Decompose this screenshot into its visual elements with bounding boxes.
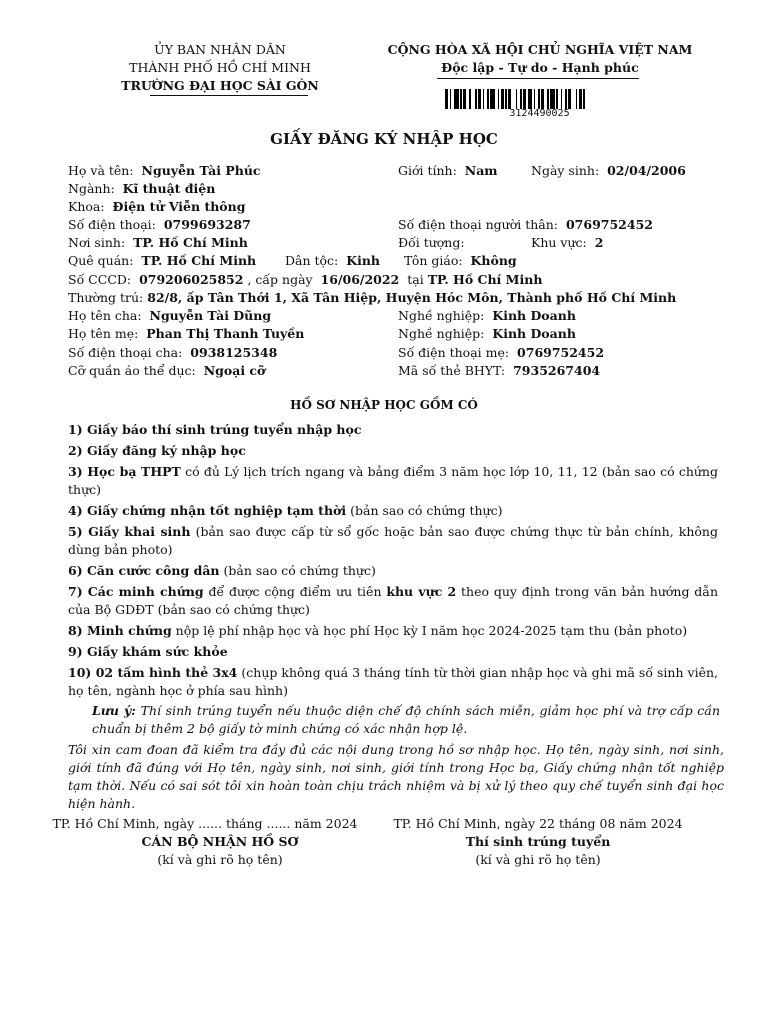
barcode-number: 3124490025 [509,108,570,119]
agency-name: ỦY BAN NHÂN DÂN [154,42,286,57]
motto: Độc lập - Tự do - Hạnh phúc [441,60,639,75]
list-item: 3) Học bạ THPT có đủ Lý lịch trích ngang và bảng điểm 3 năm học lớp 10, 11, 12 (bản sao có chứng thực) [68,464,718,497]
note: Lưu ý: Thí sinh trúng tuyển nếu thuộc diện chế độ chính sách miễn, giảm học phí và trợ cấp cần chuẩn bị thêm 2 bộ giấy tờ minh chứng có xác nhận hợp lệ. [92,703,720,736]
list-item: 6) Căn cước công dân (bản sao có chứng thực) [68,563,376,578]
list-item: 9) Giấy khám sức khỏe [68,644,228,659]
list-item: 10) 02 tấm hình thẻ 3x4 (chụp không quá 3 tháng tính từ thời gian nhập học và ghi mã số sinh viên, họ tên, ngành học ở phía sau hình) [68,665,718,698]
field-gender: Giới tính: Nam [398,163,498,178]
header-right [380,41,700,77]
field-mother-job: Nghề nghiệp: Kinh Doanh [398,326,576,341]
receiver-sign-note: (kí và ghi rõ họ tên) [157,852,283,867]
field-ethnicity: Dân tộc: Kinh [285,253,381,268]
university-name: TRƯỜNG ĐẠI HỌC SÀI GÒN [121,78,319,93]
document-title: GIẤY ĐĂNG KÝ NHẬP HỌC [270,130,498,148]
field-father-name: Họ tên cha: Nguyễn Tài Dũng [68,308,272,323]
header-left-underline [150,95,308,96]
section-title: HỒ SƠ NHẬP HỌC GỒM CÓ [290,398,478,412]
field-id-card: Số CCCD: 079206025852 , cấp ngày 16/06/2022 tại TP. Hồ Chí Minh [68,272,543,287]
field-major: Ngành: Kĩ thuật điện [68,181,216,196]
field-full-name: Họ và tên: Nguyễn Tài Phúc [68,163,261,178]
city-name: THÀNH PHỐ HỒ CHÍ MINH [129,60,311,75]
field-mother-phone: Số điện thoại mẹ: 0769752452 [398,345,605,360]
list-item: 7) Các minh chứng để được cộng điểm ưu tiên khu vực 2 theo quy định trong văn bản hướng dẫn của Bộ GDĐT (bản sao có chứng thực) [68,584,718,617]
header-left [90,41,350,95]
receiver-date: TP. Hồ Chí Minh, ngày ...... tháng ...... năm 2024 [52,816,358,831]
field-category: Đối tượng: [398,235,465,250]
document-list [68,421,718,703]
list-item: 1) Giấy báo thí sinh trúng tuyển nhập học [68,422,362,437]
motto-underline [437,78,639,79]
field-birthplace: Nơi sinh: TP. Hồ Chí Minh [68,235,248,250]
field-hometown: Quê quán: TP. Hồ Chí Minh [68,253,257,268]
student-role: Thí sinh trúng tuyển [465,834,611,849]
receiver-role: CÁN BỘ NHẬN HỒ SƠ [141,834,299,849]
field-permanent-address: Thường trú: 82/8, ấp Tân Thới 1, Xã Tân Hiệp, Huyện Hóc Môn, Thành phố Hồ Chí Minh [68,290,677,305]
field-mother-name: Họ tên mẹ: Phan Thị Thanh Tuyền [68,326,305,341]
field-father-job: Nghề nghiệp: Kinh Doanh [398,308,576,323]
list-item: 5) Giấy khai sinh (bản sao được cấp từ sổ gốc hoặc bản sao được chứng thực từ bản chính, không dùng bản photo) [68,524,718,557]
field-father-phone: Số điện thoại cha: 0938125348 [68,345,278,360]
field-relative-phone: Số điện thoại người thân: 0769752452 [398,217,653,232]
declaration: Tôi xin cam đoan đã kiểm tra đầy đủ các nội dung trong hồ sơ nhập học. Họ tên, ngày sinh, nơi sinh, giới tính đã đúng với Họ tên, ngày sinh, nơi sinh, giới tính trong Học bạ, Giấy chứng nhận tốt nghiệp tạm thời. Nếu có sai sót tôi xin hoàn toàn chịu trách nhiệm và bị xử lý theo quy chế tuyển sinh đại học hiện hành. [68,742,724,811]
list-item: 8) Minh chứng nộp lệ phí nhập học và học phí Học kỳ I năm học 2024-2025 tạm thu (bản photo) [68,623,688,638]
field-uniform-size: Cỡ quần áo thể dục: Ngoại cỡ [68,363,266,378]
barcode-image [445,89,634,109]
field-phone: Số điện thoại: 0799693287 [68,217,251,232]
student-date: TP. Hồ Chí Minh, ngày 22 tháng 08 năm 2024 [393,816,683,831]
country-name: CỘNG HÒA XÃ HỘI CHỦ NGHĨA VIỆT NAM [387,42,693,57]
list-item: 2) Giấy đăng ký nhập học [68,443,246,458]
field-religion: Tôn giáo: Không [404,253,517,268]
field-birthdate: Ngày sinh: 02/04/2006 [531,163,686,178]
list-item: 4) Giấy chứng nhận tốt nghiệp tạm thời (bản sao có chứng thực) [68,503,503,518]
field-faculty: Khoa: Điện tử Viễn thông [68,199,246,214]
field-insurance-number: Mã số thẻ BHYT: 7935267404 [398,363,601,378]
student-sign-note: (kí và ghi rõ họ tên) [475,852,601,867]
field-region: Khu vực: 2 [531,235,604,250]
